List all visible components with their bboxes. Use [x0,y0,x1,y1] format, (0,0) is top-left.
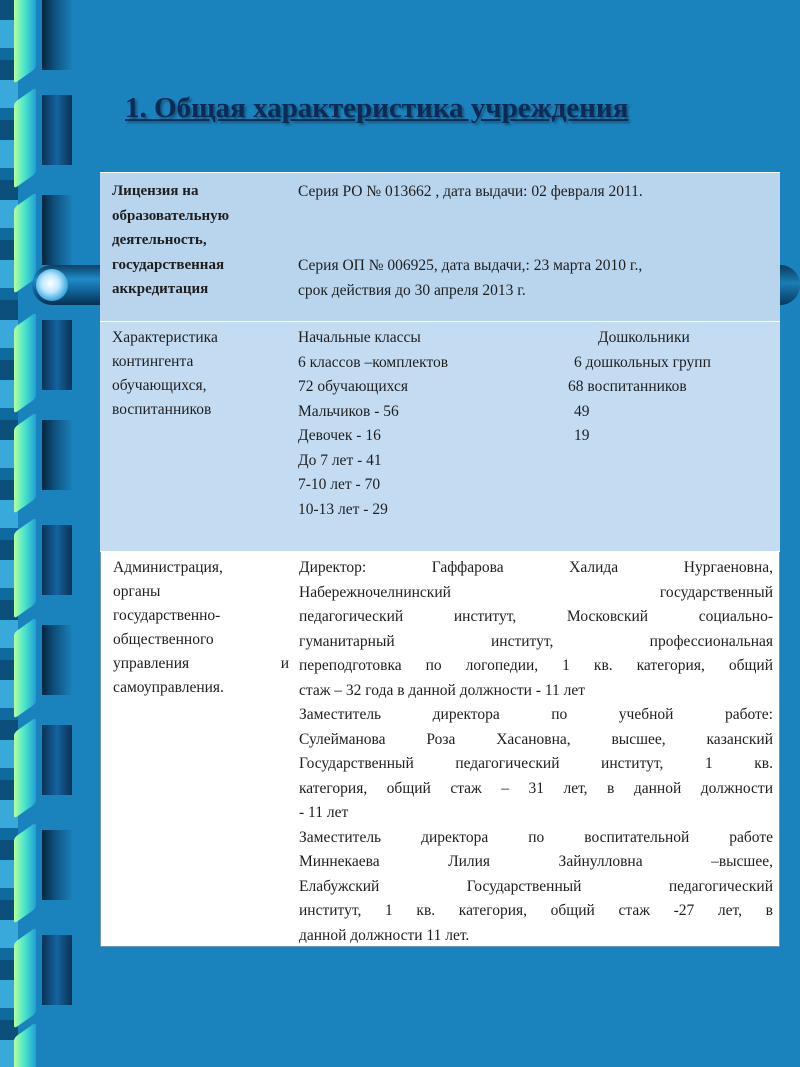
label-line: аккредитация [112,281,209,297]
label-line: Характеристика [112,329,218,346]
license-line: Серия РО № 013662 , дата выдачи: 02 февраля 2011. [298,183,643,200]
border-bar [42,195,72,265]
director-line: Набережночелнинский государственный [299,583,773,601]
license-line: Серия ОП № 006925, дата выдачи,: 23 марта 2010 г., [298,257,643,274]
primary-item: 7-10 лет - 70 [298,476,381,493]
rod-cap [36,269,68,301]
border-ribbon [14,412,36,513]
table-row-license [100,172,780,322]
deputy-line: категория, общий стаж – 31 лет, в данной должности [299,779,773,797]
border-bar [42,420,72,490]
border-ribbon [14,717,36,818]
label-line: воспитанников [112,401,212,418]
border-ribbon [14,822,36,923]
preschool-item: 6 дошкольных групп [574,353,711,371]
border-ribbon [14,927,36,1028]
border-bar [42,725,72,795]
label-word: и [280,655,289,672]
label-line: самоуправления. [113,679,224,696]
label-line: Лицензия на [112,183,199,199]
license-label [112,179,229,302]
decorative-border [0,0,95,1067]
table-row-administration [100,552,780,947]
primary-column [298,326,448,522]
deputy-line: Заместитель директора по воспитательной работе [299,828,773,846]
border-ribbon [14,617,36,718]
label-line: органы [113,583,161,600]
director-line: стаж – 32 года в данной должности - 11 лет [299,681,586,699]
director-line: переподготовка по логопедии, 1 кв. категория, общий [299,657,773,674]
label-line: Администрация, [113,559,223,576]
primary-item: Девочек - 16 [298,427,381,444]
deputy-line: - 11 лет [299,804,349,821]
border-ribbon [14,87,36,188]
license-series-1 [298,180,772,205]
table-row-contingent [100,322,780,552]
primary-item: До 7 лет - 41 [298,451,382,469]
rod-tip [778,265,800,305]
administration-text [299,556,773,948]
border-bar [42,320,72,390]
preschool-item: 68 воспитанников [568,378,687,395]
border-bar [42,0,72,70]
page-title: 1. Общая характеристика учреждения [125,92,629,124]
primary-item: 6 классов –комплектов [298,353,449,371]
border-ribbon [14,517,36,618]
deputy-line: Заместитель директора по учебной работе: [299,706,773,723]
primary-item: 10-13 лет - 29 [298,500,388,518]
label-line: деятельность, [112,232,207,248]
border-bar [42,935,72,1005]
label-line: обучающихся, [112,377,207,394]
border-ribbon [14,0,36,84]
administration-label [113,556,289,700]
primary-item: 72 обучающихся [298,378,408,395]
director-line: гуманитарный институт, профессиональная [299,632,773,650]
label-line: государственная [112,256,225,273]
label-line [113,652,289,676]
preschool-column [568,326,711,449]
deputy-line: Государственный педагогический институт, 1 кв. [299,755,773,772]
border-bar [42,95,72,165]
director-line: Директор: Гаффарова Халида Нургаеновна, [299,559,773,576]
border-bar [42,525,72,595]
preschool-item: Дошкольники [598,329,690,346]
primary-item: Мальчиков - 56 [298,402,399,420]
director-line: педагогический институт, Московский социально- [299,608,773,625]
license-line: срок действия до 30 апреля 2013 г. [298,281,526,299]
label-line: государственно- [113,607,221,624]
deputy-line: Миннекаева Лилия Зайнулловна –высшее, [299,853,773,870]
info-table [100,172,780,947]
label-word: управления [113,655,190,672]
license-series-2 [298,254,772,303]
label-line: образовательную [112,207,230,224]
deputy-line: Елабужский Государственный педагогический [299,877,773,895]
contingent-label [112,326,218,422]
deputy-line: Сулейманова Роза Хасановна, высшее, казанский [299,730,773,748]
deputy-line: институт, 1 кв. категория, общий стаж -27 лет, в [299,902,773,919]
preschool-item: 19 [574,427,590,444]
label-line: общественного [113,631,214,648]
border-ribbon [14,312,36,413]
border-bar [42,625,72,695]
deputy-line: данной должности 11 лет. [299,926,470,944]
label-line: контингента [112,353,194,370]
preschool-item: 49 [574,402,590,420]
border-bar [42,830,72,900]
primary-item: Начальные классы [298,329,421,346]
